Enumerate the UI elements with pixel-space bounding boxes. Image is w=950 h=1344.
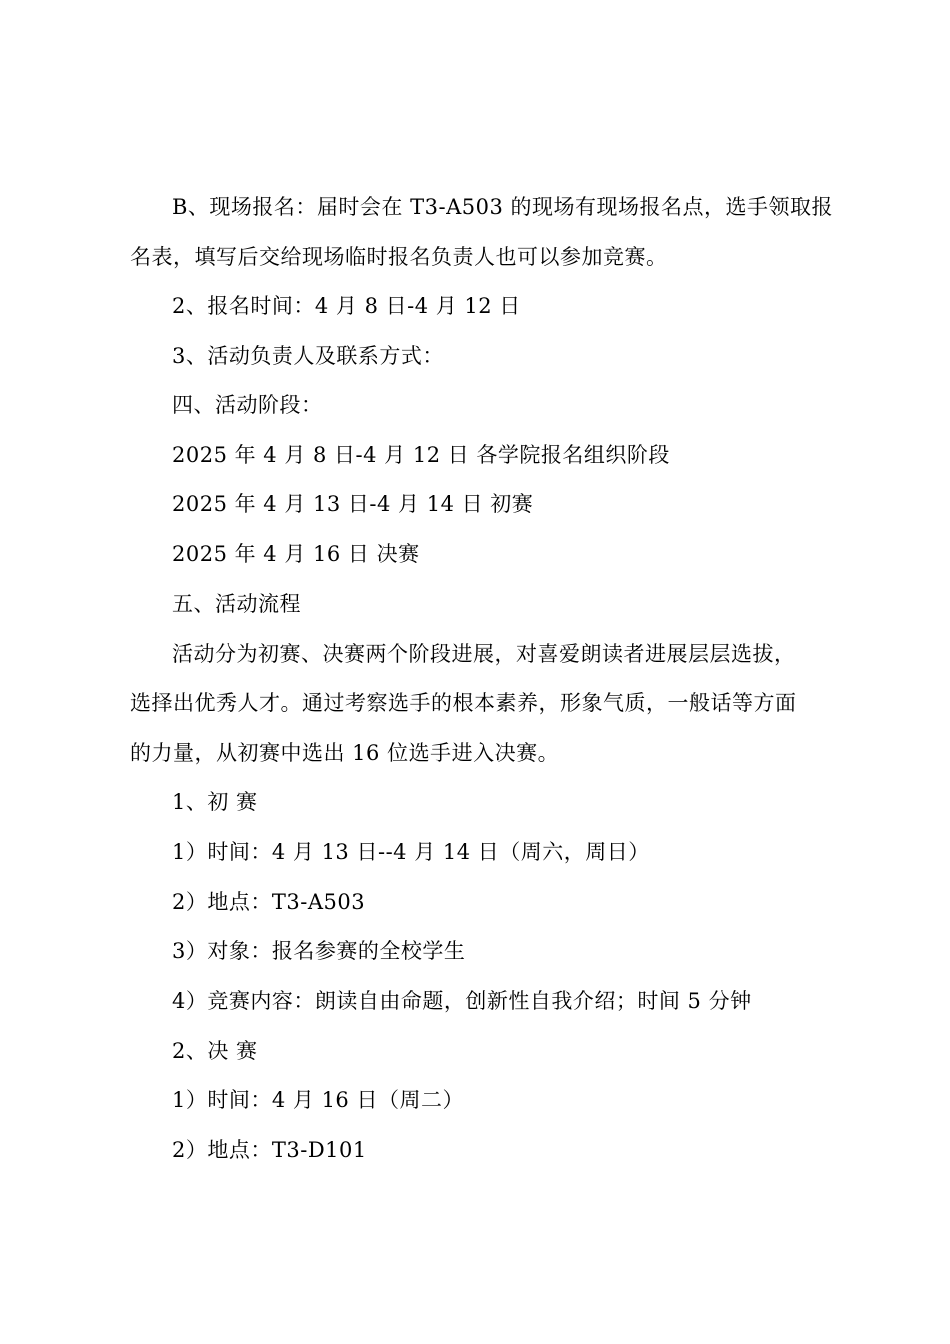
paragraph-line: 名表，填写后交给现场临时报名负责人也可以参加竞赛。	[130, 245, 668, 269]
list-item: 1）时间：4 月 16 日（周二）	[172, 1088, 464, 1112]
list-item: 1）时间：4 月 13 日--4 月 14 日（周六，周日）	[172, 840, 650, 864]
list-item: 2）地点：T3-A503	[172, 890, 366, 914]
list-item: 4）竞赛内容：朗读自由命题，创新性自我介绍；时间 5 分钟	[172, 989, 752, 1013]
subsection-heading: 1、初 赛	[172, 790, 258, 814]
section-heading: 四、活动阶段：	[172, 393, 323, 417]
paragraph-line: 3、活动负责人及联系方式：	[172, 344, 444, 368]
subsection-heading: 2、决 赛	[172, 1039, 258, 1063]
paragraph-line: 2025 年 4 月 13 日-4 月 14 日 初赛	[172, 492, 534, 516]
list-item: 2）地点：T3-D101	[172, 1138, 367, 1162]
section-heading: 五、活动流程	[172, 592, 301, 616]
paragraph-line: 的力量，从初赛中选出 16 位选手进入决赛。	[130, 741, 560, 765]
paragraph-line: 2025 年 4 月 16 日 决赛	[172, 542, 420, 566]
paragraph-line: 选择出优秀人才。通过考察选手的根本素养，形象气质，一般话等方面	[130, 691, 797, 715]
paragraph-line: 活动分为初赛、决赛两个阶段进展，对喜爱朗读者进展层层选拔，	[172, 642, 796, 666]
list-item: 3）对象：报名参赛的全校学生	[172, 939, 466, 963]
paragraph-line: B、现场报名：届时会在 T3-A503 的现场有现场报名点，选手领取报	[172, 195, 833, 219]
paragraph-line: 2、报名时间：4 月 8 日-4 月 12 日	[172, 294, 521, 318]
paragraph-line: 2025 年 4 月 8 日-4 月 12 日 各学院报名组织阶段	[172, 443, 670, 467]
